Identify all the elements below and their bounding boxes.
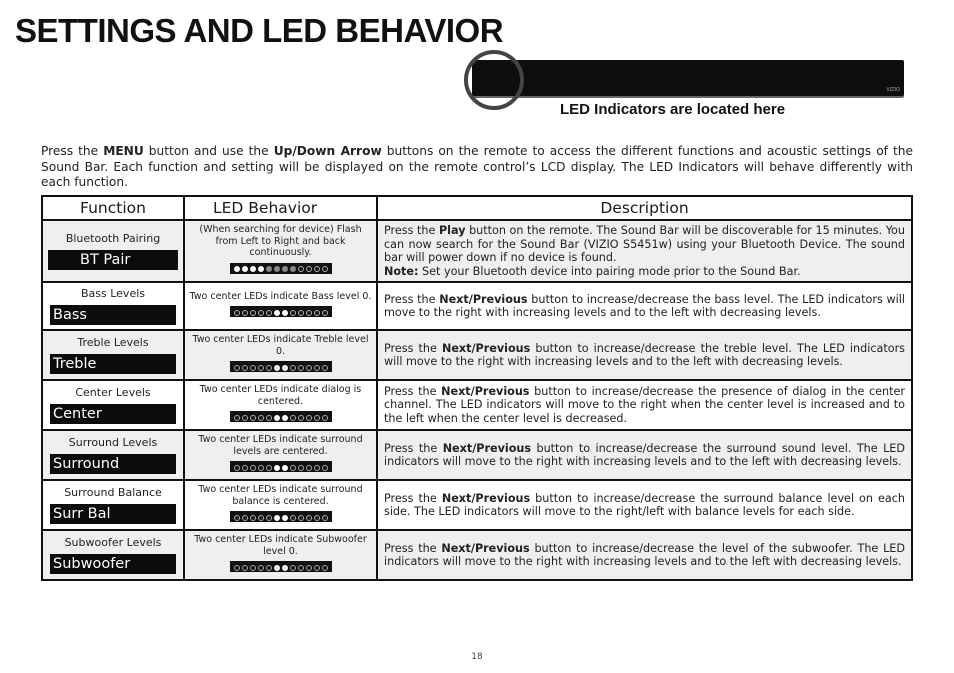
led-dot-icon bbox=[290, 310, 296, 316]
description-text: button to increase/decrease the treble level. The LED indicators will move to the right with increasing levels and to the left with decreasing levels. bbox=[384, 341, 905, 368]
led-dot-icon bbox=[306, 310, 312, 316]
led-dot-icon bbox=[250, 465, 256, 471]
led-dot-icon bbox=[234, 465, 240, 471]
led-dot-icon bbox=[322, 415, 328, 421]
led-dot-icon bbox=[314, 415, 320, 421]
lcd-display: Subwoofer bbox=[50, 554, 176, 574]
description-keyword: Next/Previous bbox=[441, 341, 531, 355]
led-indicator-bar bbox=[230, 411, 332, 422]
description-text: button to increase/decrease the bass level. The LED indicators will move to the right with increasing levels and to the left with decreasing levels. bbox=[384, 292, 905, 319]
led-dot-icon bbox=[250, 565, 256, 571]
led-dot-icon bbox=[274, 310, 280, 316]
led-dot-icon bbox=[298, 365, 304, 371]
led-dot-icon bbox=[250, 365, 256, 371]
intro-arrow-keyword: Up/Down Arrow bbox=[273, 144, 382, 158]
led-dot-icon bbox=[322, 565, 328, 571]
led-dot-icon bbox=[290, 365, 296, 371]
function-cell bbox=[42, 380, 184, 430]
led-dot-icon bbox=[282, 515, 288, 521]
led-dot-icon bbox=[298, 565, 304, 571]
led-behavior-text: Two center LEDs indicate Treble level 0. bbox=[192, 334, 369, 357]
description-text: Press the bbox=[384, 341, 442, 355]
led-dot-icon bbox=[258, 266, 264, 272]
led-dot-icon bbox=[282, 266, 288, 272]
function-label: Center Levels bbox=[75, 386, 151, 399]
function-label: Treble Levels bbox=[77, 336, 149, 349]
led-indicator-bar bbox=[230, 263, 332, 274]
led-dot-icon bbox=[242, 465, 248, 471]
description-cell bbox=[377, 282, 912, 330]
led-dot-icon bbox=[242, 565, 248, 571]
led-dot-icon bbox=[234, 415, 240, 421]
led-behavior-cell bbox=[184, 330, 377, 380]
led-dot-icon bbox=[282, 365, 288, 371]
led-dot-icon bbox=[242, 515, 248, 521]
led-indicator-bar bbox=[230, 361, 332, 372]
led-dot-icon bbox=[274, 266, 280, 272]
led-dot-icon bbox=[234, 266, 240, 272]
led-dot-icon bbox=[298, 415, 304, 421]
lcd-display: Surround bbox=[50, 454, 176, 474]
lcd-display: Bass bbox=[50, 305, 176, 325]
led-behavior-text: Two center LEDs indicate dialog is centered. bbox=[199, 384, 362, 407]
settings-table bbox=[41, 195, 913, 581]
description-keyword: Next/Previous bbox=[441, 541, 530, 555]
note-label: Note: bbox=[384, 264, 419, 278]
description-cell bbox=[377, 530, 912, 580]
description-cell bbox=[377, 480, 912, 530]
description-cell bbox=[377, 430, 912, 480]
description-keyword: Next/Previous bbox=[442, 441, 532, 455]
function-label: Bluetooth Pairing bbox=[65, 232, 161, 245]
intro-text: button and use the bbox=[143, 144, 274, 158]
header-description: Description bbox=[377, 196, 912, 220]
function-label: Subwoofer Levels bbox=[64, 536, 162, 549]
led-dot-icon bbox=[234, 565, 240, 571]
led-dot-icon bbox=[234, 310, 240, 316]
soundbar-brand: VIZIO bbox=[886, 87, 900, 93]
led-dot-icon bbox=[306, 565, 312, 571]
function-cell bbox=[42, 530, 184, 580]
led-behavior-text: (When searching for device) Flash from Left to Right and back continuously. bbox=[199, 224, 362, 259]
led-dot-icon bbox=[242, 266, 248, 272]
led-dot-icon bbox=[258, 310, 264, 316]
led-dot-icon bbox=[266, 266, 272, 272]
note-text: Set your Bluetooth device into pairing mode prior to the Sound Bar. bbox=[418, 264, 801, 278]
led-dot-icon bbox=[298, 515, 304, 521]
function-cell bbox=[42, 220, 184, 282]
led-location-caption: LED Indicators are located here bbox=[560, 101, 786, 118]
table-row bbox=[42, 282, 912, 330]
function-label: Surround Balance bbox=[64, 486, 162, 499]
led-dot-icon bbox=[290, 266, 296, 272]
led-dot-icon bbox=[314, 515, 320, 521]
led-dot-icon bbox=[266, 365, 272, 371]
led-dot-icon bbox=[274, 515, 280, 521]
led-dot-icon bbox=[282, 465, 288, 471]
description-text: button to increase/decrease the presence of dialog in the center channel. The LED indicators will move to the right when the center level is increased and to the left when the center level is decreased. bbox=[384, 384, 906, 425]
led-dot-icon bbox=[274, 415, 280, 421]
led-dot-icon bbox=[266, 465, 272, 471]
header-function: Function bbox=[42, 196, 184, 220]
description-text: Press the bbox=[384, 491, 442, 505]
led-dot-icon bbox=[234, 515, 240, 521]
description-cell bbox=[377, 380, 912, 430]
led-behavior-text: Two center LEDs indicate surround levels are centered. bbox=[198, 434, 363, 457]
led-dot-icon bbox=[314, 365, 320, 371]
lcd-display: Surr Bal bbox=[50, 504, 176, 524]
description-text: Press the bbox=[384, 541, 442, 555]
led-dot-icon bbox=[290, 565, 296, 571]
led-dot-icon bbox=[322, 310, 328, 316]
led-dot-icon bbox=[314, 310, 320, 316]
led-behavior-text: Two center LEDs indicate Subwoofer level 0. bbox=[194, 534, 367, 557]
led-dot-icon bbox=[290, 515, 296, 521]
table-row bbox=[42, 380, 912, 430]
table-row bbox=[42, 330, 912, 380]
led-dot-icon bbox=[314, 266, 320, 272]
led-dot-icon bbox=[306, 465, 312, 471]
led-dot-icon bbox=[282, 415, 288, 421]
led-dot-icon bbox=[290, 465, 296, 471]
led-location-circle bbox=[464, 50, 524, 110]
function-cell bbox=[42, 282, 184, 330]
page-title: SETTINGS AND LED BEHAVIOR bbox=[15, 12, 504, 49]
led-dot-icon bbox=[282, 565, 288, 571]
intro-menu-keyword: MENU bbox=[103, 144, 144, 158]
led-dot-icon bbox=[322, 465, 328, 471]
table-row bbox=[42, 530, 912, 580]
description-text: Press the bbox=[384, 224, 439, 237]
table-row bbox=[42, 220, 912, 282]
led-dot-icon bbox=[306, 415, 312, 421]
led-dot-icon bbox=[258, 515, 264, 521]
led-behavior-text: Two center LEDs indicate Bass level 0. bbox=[189, 290, 372, 302]
led-indicator-bar bbox=[230, 511, 332, 522]
led-dot-icon bbox=[250, 415, 256, 421]
led-dot-icon bbox=[250, 515, 256, 521]
led-dot-icon bbox=[258, 415, 264, 421]
led-behavior-cell bbox=[184, 530, 377, 580]
led-dot-icon bbox=[314, 465, 320, 471]
led-indicator-bar bbox=[230, 461, 332, 472]
intro-text: buttons on the remote to access the different functions and acoustic settings of the Sound Bar. Each function and setting will be displayed on the remote control’s LCD display. The LED Indicators will behave differently with each function. bbox=[41, 144, 914, 189]
description-text: button on the remote. The Sound Bar will be discoverable for 15 minutes. You can now search for the Sound Bar (VIZIO S5451w) using your Bluetooth Device. The sound bar will power down if no device is found. bbox=[384, 224, 905, 264]
led-dot-icon bbox=[258, 365, 264, 371]
description-cell bbox=[377, 220, 912, 282]
intro-paragraph bbox=[41, 144, 913, 191]
led-dot-icon bbox=[322, 365, 328, 371]
function-label: Bass Levels bbox=[80, 287, 145, 300]
function-cell bbox=[42, 430, 184, 480]
description-text: Press the bbox=[384, 292, 440, 306]
led-dot-icon bbox=[266, 515, 272, 521]
led-dot-icon bbox=[266, 310, 272, 316]
led-dot-icon bbox=[306, 266, 312, 272]
description-text: button to increase/decrease the level of the subwoofer. The LED indicators will move to the right with increasing levels and to the left with decreasing levels. bbox=[384, 541, 905, 568]
led-dot-icon bbox=[306, 515, 312, 521]
description-text: button to increase/decrease the surround sound level. The LED indicators will move to the right with increasing levels and to the left with decreasing levels. bbox=[384, 441, 905, 468]
description-keyword: Next/Previous bbox=[441, 384, 530, 398]
lcd-display: BT Pair bbox=[48, 250, 178, 270]
table-row bbox=[42, 480, 912, 530]
led-dot-icon bbox=[274, 465, 280, 471]
led-dot-icon bbox=[314, 565, 320, 571]
description-text: Press the bbox=[384, 384, 442, 398]
led-dot-icon bbox=[266, 565, 272, 571]
led-dot-icon bbox=[298, 465, 304, 471]
led-dot-icon bbox=[290, 415, 296, 421]
led-dot-icon bbox=[250, 266, 256, 272]
led-indicator-bar bbox=[230, 561, 332, 572]
description-text: button to increase/decrease the surround balance level on each side. The LED indicators will move to the right/left with balance levels for each side. bbox=[384, 491, 905, 518]
header-led-behavior: LED Behavior bbox=[184, 196, 377, 220]
table-row bbox=[42, 430, 912, 480]
description-keyword: Play bbox=[438, 224, 466, 237]
led-indicator-bar bbox=[230, 306, 332, 317]
led-dot-icon bbox=[242, 365, 248, 371]
lcd-display: Treble bbox=[50, 354, 176, 374]
led-dot-icon bbox=[242, 415, 248, 421]
led-dot-icon bbox=[298, 266, 304, 272]
led-dot-icon bbox=[274, 565, 280, 571]
description-cell bbox=[377, 330, 912, 380]
table-header-row bbox=[42, 196, 912, 220]
led-behavior-cell bbox=[184, 380, 377, 430]
led-behavior-text: Two center LEDs indicate surround balance is centered. bbox=[198, 484, 363, 507]
led-dot-icon bbox=[322, 515, 328, 521]
function-label: Surround Levels bbox=[68, 436, 158, 449]
function-cell bbox=[42, 480, 184, 530]
led-dot-icon bbox=[234, 365, 240, 371]
soundbar-image bbox=[472, 60, 904, 96]
led-dot-icon bbox=[282, 310, 288, 316]
description-keyword: Next/Previous bbox=[441, 491, 531, 505]
led-dot-icon bbox=[250, 310, 256, 316]
description-text: Press the bbox=[384, 441, 443, 455]
led-behavior-cell bbox=[184, 220, 377, 282]
led-dot-icon bbox=[242, 310, 248, 316]
led-behavior-cell bbox=[184, 282, 377, 330]
led-dot-icon bbox=[322, 266, 328, 272]
page-number: 18 bbox=[471, 652, 483, 662]
intro-text: Press the bbox=[41, 144, 104, 158]
led-behavior-cell bbox=[184, 480, 377, 530]
led-dot-icon bbox=[306, 365, 312, 371]
led-behavior-cell bbox=[184, 430, 377, 480]
led-dot-icon bbox=[258, 465, 264, 471]
function-cell bbox=[42, 330, 184, 380]
lcd-display: Center bbox=[50, 404, 176, 424]
led-dot-icon bbox=[274, 365, 280, 371]
led-dot-icon bbox=[298, 310, 304, 316]
led-dot-icon bbox=[258, 565, 264, 571]
description-keyword: Next/Previous bbox=[439, 292, 528, 306]
led-dot-icon bbox=[266, 415, 272, 421]
